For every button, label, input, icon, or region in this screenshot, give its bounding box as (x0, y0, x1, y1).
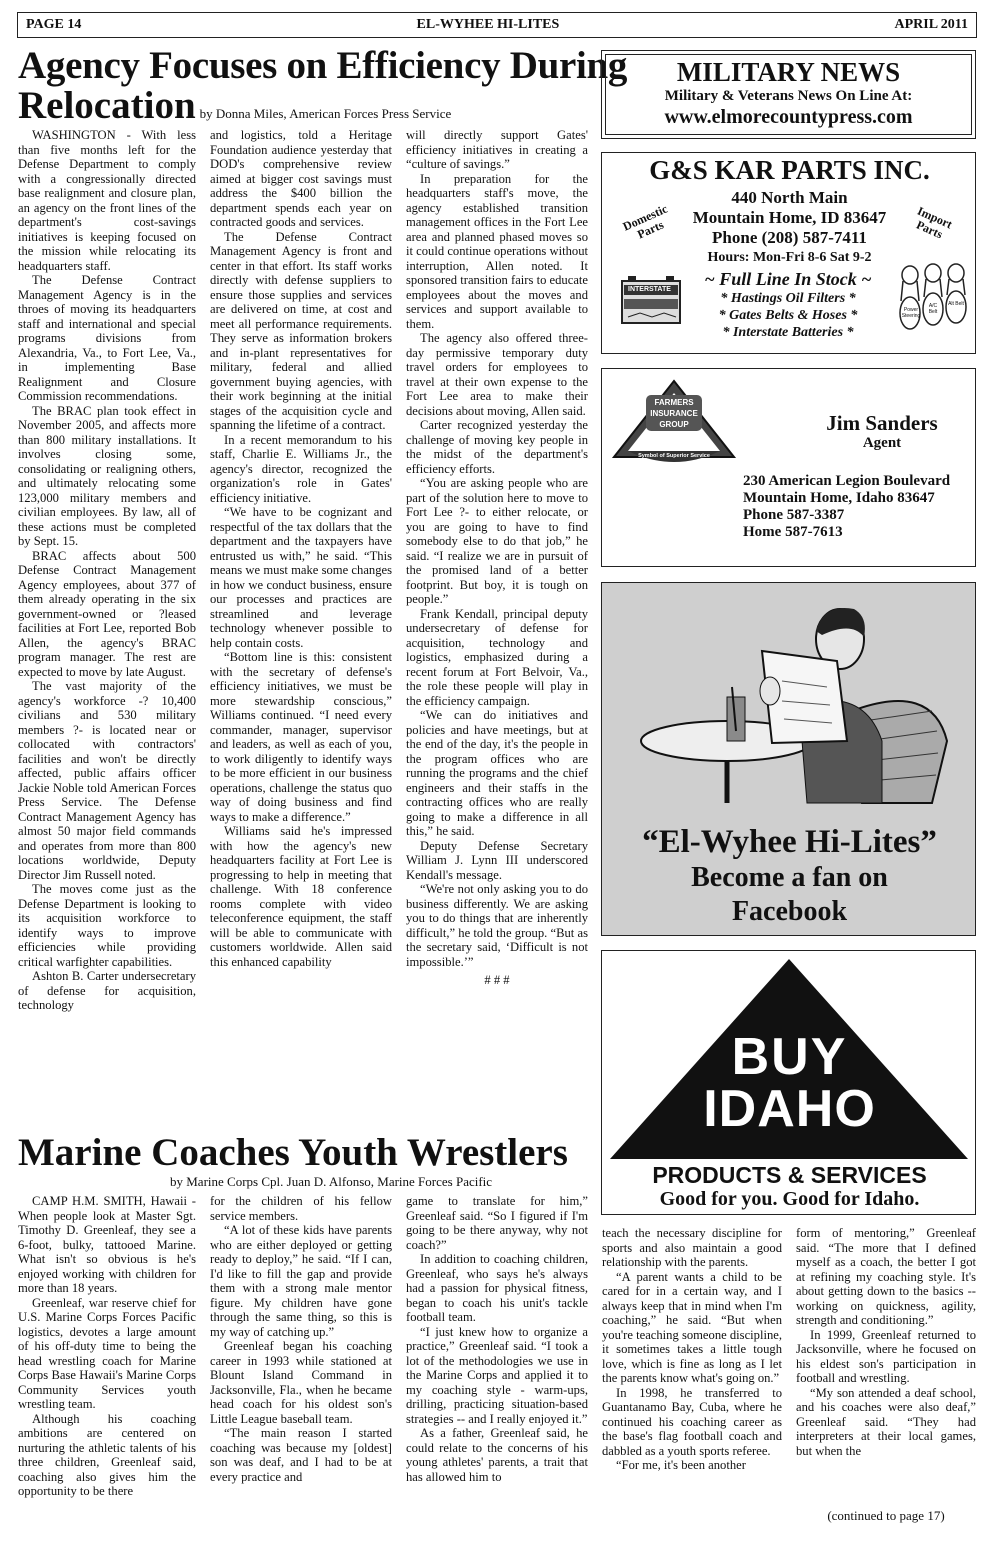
kar-parts-hours: Hours: Mon-Fri 8-6 Sat 9-2 (707, 250, 872, 265)
article1-byline: by Donna Miles, American Forces Press Service (199, 106, 452, 121)
farmers-agent-block (802, 411, 962, 451)
military-news-title: MILITARY NEWS (676, 57, 901, 87)
paragraph: Deputy Defense Secretary William J. Lynn III underscored Kendall's message. (406, 838, 588, 882)
kar-parts-domestic-tag: Domestic Parts (620, 201, 670, 242)
battery-label: INTERSTATE (628, 286, 671, 293)
paragraph: In a recent memorandum to his staff, Charlie E. Williams Jr., the agency's director, recognized the organization's role in Gates' efficiency initiative. (210, 432, 392, 505)
article1-column-1 (18, 128, 196, 1126)
farmers-contact-block (743, 473, 973, 541)
farmers-phone: Phone 587-3387 (743, 507, 845, 523)
battery-icon (620, 273, 682, 325)
article2-column-3 (406, 1194, 588, 1540)
kar-parts-stock: ~ Full Line In Stock ~ (704, 269, 872, 289)
kar-parts-line3: * Interstate Batteries * (722, 325, 854, 340)
facebook-ad-text (602, 823, 977, 929)
belt-alt-label: Alt Belt (948, 301, 964, 307)
article2-column-5 (796, 1226, 976, 1504)
paragraph: The vast majority of the agency's workforce -? 10,400 civilians and 530 military members ?- is located near or collocated with contractors' facilities and won't be directly affected, public affairs officer Jackie Noble told American Forces Press Service. The Defense Contract Management Agency has almost 50 major field commands and operates from more than 800 locations worldwide, Deputy Director Jim Russell noted. (18, 679, 196, 882)
paragraph: The BRAC plan took effect in November 2005, and affects more than 800 military installations. It involves closing some, consolidating or realigning others, and ultimately relocating some 123,000 military members and civilian employees. By law, all of these actions must be completed by Sept. 15. (18, 403, 196, 548)
belts-icon (898, 261, 968, 333)
paragraph: BRAC affects about 500 Defense Contract Management Agency employees, about 377 of them already operating in the six government-owned or ?leased facilities at Fort Lee, reported Bob Allen, the agency's BRAC program manager. The rest are expected to move by late August. (18, 548, 196, 679)
buy-idaho-word2: IDAHO (703, 1080, 876, 1138)
farmers-logo-line2: INSURANCE (650, 409, 698, 418)
reading-man-illustration (632, 591, 952, 806)
farmers-logo-line1: FARMERS (654, 398, 694, 407)
article2-column-2 (210, 1194, 392, 1540)
military-news-subtitle: Military & Veterans News On Line At: (664, 88, 913, 104)
paragraph: “For me, it's been another (616, 1458, 746, 1472)
farmers-logo-line3: GROUP (659, 420, 689, 429)
paragraph: teach the necessary discipline for sports and also maintain a good relationship with the parents. (602, 1226, 782, 1269)
kar-parts-address-block (662, 188, 917, 268)
farmers-city: Mountain Home, Idaho 83647 (743, 490, 935, 506)
farmers-logo-tagline: Symbol of Superior Service (638, 453, 710, 459)
paragraph: Ashton B. Carter undersecretary of defense for acquisition, technology (18, 969, 196, 1012)
paragraph: WASHINGTON - With less than five months left for the Defense Department to comply with a congressionally directed base realignment and closure plan, an agency on the front lines of the department's cost-savings initiatives is keeping focused on the mission while relocating its headquarters staff. (18, 128, 196, 273)
kar-parts-line2: * Gates Belts & Hoses * (718, 308, 858, 323)
buy-idaho-ad (601, 950, 976, 1215)
paragraph: “A parent wants a child to be cared for in a certain way, and I always keep that in mind when I'm coaching,” he said. “But when you're teaching someone discipline, it sometimes takes a little tough love, which is fine as long as I let the parents know what's going on.” (602, 1269, 782, 1385)
kar-parts-phone: Phone (208) 587-7411 (712, 228, 867, 247)
paragraph: will directly support Gates' efficiency initiatives in creating a “culture of savings.” (406, 128, 588, 171)
paragraph: The moves come just as the Defense Department is looking to its acquisition workforce to identify ways to improve efficiencies while providing critical warfighter capabilities. (18, 882, 196, 969)
paragraph: Although his coaching ambitions are centered on nurturing the athletic talents of his three children, Greenleaf said, coaching also gives him the opportunity to be there (18, 1411, 196, 1498)
paragraph: In 1999, Greenleaf returned to Jacksonville, where he focused on his eldest son's participation in football and wrestling. (796, 1327, 976, 1385)
paragraph: Greenleaf began his coaching career in 1993 while stationed at Blount Island Command in Jacksonville, Fla., when he became head coach for his oldest son's Little League baseball team. (210, 1339, 392, 1426)
paragraph: Frank Kendall, principal deputy undersecretary of defense for acquisition, technology and logistics, emphasized during a recent forum at Fort Belvoir, Va., the role these people will play in the efficiency campaign. (406, 606, 588, 708)
article1-headline-line2: Relocation (18, 84, 196, 127)
paragraph: “We have to be cognizant and respectful of the tax dollars that the department and the taxpayers have entrusted us with,” he said. “This means we must make some changes in how we conduct business, ensure our processes and practices are streamlined and leverage technology whenever possible to help contain costs. (210, 505, 392, 650)
paragraph: for the children of his fellow service members. (210, 1194, 392, 1223)
kar-parts-line1: * Hastings Oil Filters * (720, 291, 856, 306)
paragraph: In addition to coaching children, Greenleaf, who says he's always had a passion for physical fitness, began to coach his unit's tackle football team. (406, 1252, 588, 1324)
buy-idaho-word1: BUY (731, 1028, 848, 1086)
farmers-insurance-ad (601, 368, 976, 567)
paragraph: “I just knew how to organize a practice,” Greenleaf said. “I took a lot of the methodologies we use in the Marine Corps and applied it to my coaching style - warm-ups, drilling, practicing situation-based strategies -- and I really enjoyed it.” (406, 1324, 588, 1426)
buy-idaho-logo-text (602, 1028, 977, 1138)
page-number: PAGE 14 (26, 17, 82, 32)
facebook-ad-title: “El-Wyhee Hi-Lites” (642, 824, 937, 860)
article-end-mark: # # # (484, 973, 510, 987)
paragraph: Greenleaf, war reserve chief for U.S. Marine Corps Forces Pacific logistics, devotes a large amount of his off-duty time to being the head wrestling coach for Marine Corps Base Hawaii's Marine Corps Community Services youth wrestling team. (18, 1295, 196, 1411)
buy-idaho-line2: Good for you. Good for Idaho. (659, 1188, 920, 1210)
kar-parts-address: 440 North Main (731, 188, 848, 207)
paragraph: The agency also offered three-day permissive temporary duty travel orders for employees to travel at their own expense to the Fort Lee area to make their decisions about moving, Allen said. (406, 331, 588, 418)
article1-headline-line1: Agency Focuses on Efficiency During (18, 44, 628, 87)
paragraph: Williams said he's impressed with how the agency's new headquarters facility at Fort Lee is progressing to help in meeting that challenge. With 18 conference rooms complete with video teleconference equipment, the staff will be able to communicate with customers worldwide. Allen said this enhanced capability (210, 824, 392, 969)
belt-power-steering-label: Power Steering (901, 307, 921, 319)
buy-idaho-line1: PRODUCTS & SERVICES (652, 1162, 927, 1188)
farmers-home-phone: Home 587-7613 (743, 524, 843, 540)
article2-column-4 (602, 1226, 782, 1540)
paragraph: form of mentoring,” Greenleaf said. “The more that I defined myself as a coach, the better I got at refining my coaching style. It's about getting down to the basics -- working on quickness, agility, strength and conditioning.” (796, 1226, 976, 1327)
belt-ac-label: A/C Belt (928, 303, 938, 315)
facebook-ad-line2: Facebook (731, 896, 848, 927)
farmers-agent-title: Agent (862, 435, 902, 451)
paragraph: “We're not only asking you to do business differently. We are asking you to do things that are inherently difficult,” he told the group. “But as the secretary said, ‘Difficult is not impossible.’” (406, 882, 588, 969)
paragraph: “You are asking people who are part of the solution here to move to Fort Lee ?- to either relocate, or you are going to have to find somebody else to do that job,” he said. “I realize we are in pursuit of the promised land of a better footprint. But boy, it is tough on people.” (406, 476, 588, 606)
kar-parts-city: Mountain Home, ID 83647 (692, 208, 887, 227)
article2-byline: by Marine Corps Cpl. Juan D. Alfonso, Marine Forces Pacific (170, 1174, 493, 1189)
military-news-url: www.elmorecountypress.com (664, 106, 913, 128)
article1-headline-line2-wrap (18, 86, 451, 125)
facebook-fan-ad (601, 582, 976, 936)
facebook-ad-line1: Become a fan on (691, 862, 888, 893)
paragraph: The Defense Contract Management Agency is in the throes of moving its headquarters staff and international and special programs divisions from Alexandria, Va., to Fort Lee, Va., in implementing Base Realignment and Closure Commission recommendations. (18, 273, 196, 403)
kar-parts-stock-block (688, 271, 888, 341)
article1-column-3 (406, 128, 588, 1126)
continued-notice: (continued to page 17) (827, 1508, 945, 1523)
paragraph: “A lot of these kids have parents who are either deployed or getting ready to deploy,” he said. “If I can, I'd like to fill the gap and provide them with a strong male mentor figure. My children have gone through the same thing, so this is my way of catching up.” (210, 1223, 392, 1339)
issue-date: APRIL 2011 (894, 17, 968, 32)
article2-column-1 (18, 1194, 196, 1540)
paragraph: Carter recognized yesterday the challenge of moving key people in the midst of the department's efficiency efforts. (406, 418, 588, 476)
paragraph: In preparation for the headquarters staff's move, the agency established transition management offices in the Fort Lee area and planned phased moves so it could continue operations without interruption, Allen noted. It sponsored transition fairs to educate employees about the moves and services and support available to them. (406, 171, 588, 331)
paragraph: “My son attended a deaf school, and his coaches were also deaf,” Greenleaf said. “They had interpreters at their local games, but when the (796, 1385, 976, 1458)
paragraph: CAMP H.M. SMITH, Hawaii - When people look at Master Sgt. Timothy D. Greenleaf, they see a 6-foot, bulky, tattooed Marine. What isn't so obvious is he's enjoyed working with children for more than 18 years. (18, 1194, 196, 1295)
paragraph: The Defense Contract Management Agency is front and center in that effort. Its staff works directly with defense suppliers to ensure those supplies and services are delivered on time, at cost and meet all performance requirements. They serve as information brokers and in-plant representatives for military, federal and allied government buying agencies, with their work beginning at the initial stages of the acquisition cycle and spanning the lifetime of a contract. (210, 229, 392, 432)
farmers-agent-name: Jim Sanders (826, 411, 938, 435)
paragraph: game to translate for him,” Greenleaf said. “So I figured if I'm going to be there anyway, why not coach?” (406, 1194, 588, 1252)
buy-idaho-tagline-block (602, 1163, 977, 1211)
kar-parts-name: G&S KAR PARTS INC. (649, 155, 930, 185)
publication-name: EL-WYHEE HI-LITES (416, 17, 560, 32)
page-header (17, 12, 977, 38)
article1-column-2 (210, 128, 392, 1126)
farmers-address: 230 American Legion Boulevard (743, 473, 951, 489)
article2-headline: Marine Coaches Youth Wrestlers (18, 1131, 568, 1174)
paragraph: and logistics, told a Heritage Foundation audience yesterday that DOD's comprehensive review aimed at bigger cost savings must address the $400 billion the department spends each year on contracted goods and services. (210, 128, 392, 229)
paragraph: “The main reason I started coaching was because my [oldest] son was deaf, and I had to be at every practice and (210, 1426, 392, 1484)
farmers-logo-text (646, 395, 702, 430)
paragraph: As a father, Greenleaf said, he could relate to the concerns of his young athletes' parents, a trait that has allowed him to (406, 1426, 588, 1484)
paragraph: In 1998, he transferred to Guantanamo Bay, Cuba, where he continued his coaching career as the base's flag football coach and dabbled as a youth sports referee. (602, 1385, 782, 1458)
paragraph: “We can do initiatives and policies and have meetings, but at the end of the day, it's the people in the program offices who are running the programs and the chief engineers and their staffs in the contracting offices who are really going to make a difference in all this,” he said. (406, 708, 588, 838)
kar-parts-import-tag: Import Parts (914, 203, 955, 242)
kar-parts-ad (601, 152, 976, 354)
farmers-logo (610, 377, 738, 467)
military-news-ad (601, 50, 976, 139)
paragraph: “Bottom line is this: consistent with the secretary of defense's efficiency initiatives, we must be more stewardship conscious,” Williams continued. “I need every commander, manager, supervisor and leaders, as well as each of you, to work diligently to identify ways to be more efficient in our business operations, challenge the status quo way of doing business and find ways to make a difference.” (210, 650, 392, 824)
